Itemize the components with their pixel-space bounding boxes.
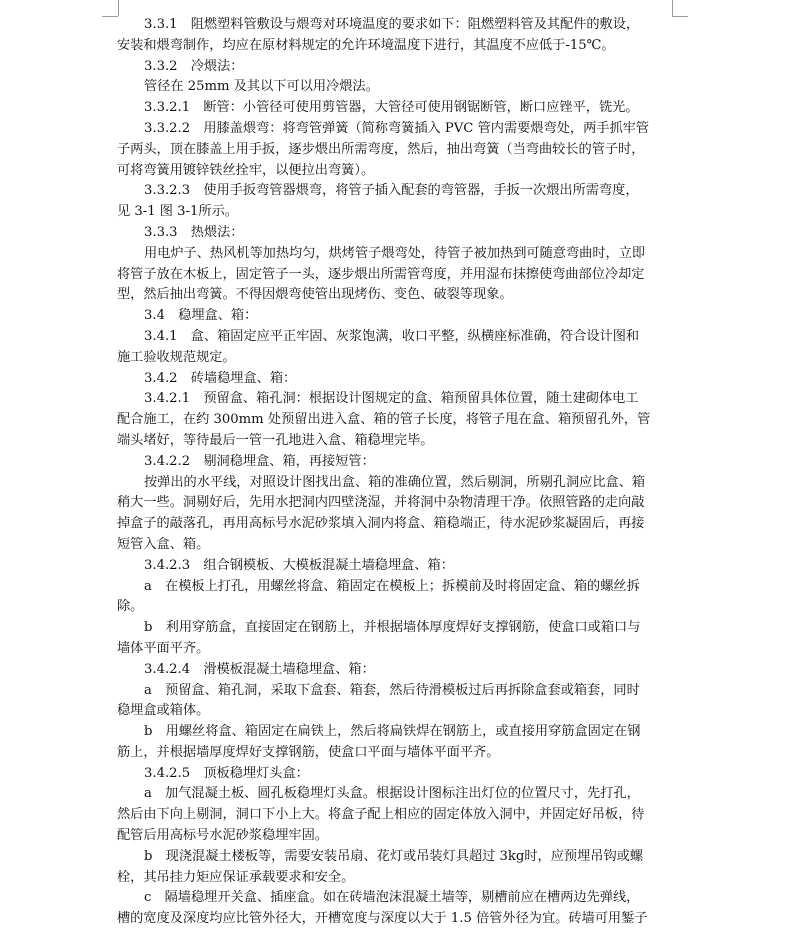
text-line: a 加气混凝土板、圆孔板稳埋灯头盒。根据设计图标注出灯位的位置尺寸，先打孔， <box>144 786 640 802</box>
text-line: 用电炉子、热风机等加热均匀，烘烤管子煨弯处，待管子被加热到可随意弯曲时，立即 <box>144 245 646 261</box>
text-line: 见 3-1 图 3-1所示。 <box>117 204 238 220</box>
text-line: 3.4.2.1 预留盒、箱孔洞：根据设计图规定的盒、箱预留具体位置，随土建砌体电工 <box>144 391 639 407</box>
text-line: 3.4.2.2 剔洞稳埋盒、箱，再接短管： <box>144 453 375 469</box>
text-line: 3.3.2.3 使用手扳弯管器煨弯，将管子插入配套的弯管器，手扳一次煨出所需弯度， <box>144 183 639 199</box>
text-line: 型，然后抽出弯簧。不得因煨弯使管出现烤伤、变色、破裂等现象。 <box>117 287 513 303</box>
text-line: 3.3.1 阻燃塑料管敷设与煨弯对环境温度的要求如下：阻燃塑料管及其配件的敷设， <box>144 17 640 32</box>
text-line: 配合施工，在约 300mm 处预留出进入盒、箱的管子长度，将管子甩在盒、箱预留孔外，管 <box>117 412 651 428</box>
text-line: 然后由下向上剔洞，洞口下小上大。将盒子配上相应的固定体放入洞中，并固定好吊板，待 <box>117 807 645 823</box>
text-line: 筋上，并根据墙厚度焊好支撑钢筋，使盒口平面与墙体平面平齐。 <box>117 744 500 760</box>
text-line: 3.4 稳埋盒、箱： <box>144 308 258 324</box>
right-margin-crop-mark <box>672 0 673 16</box>
text-line: 3.3.2.2 用膝盖煨弯：将弯管弹簧（简称弯簧插入 PVC 管内需要煨弯处，两手抓牢管 <box>144 120 650 136</box>
left-margin-crop-mark-horizontal <box>102 16 118 17</box>
text-line: 3.4.1 盒、箱固定应平正牢固、灰浆饱满，收口平整，纵横座标准确，符合设计图和 <box>144 328 640 344</box>
text-line: 3.4.2.5 顶板稳埋灯头盒： <box>144 765 309 781</box>
text-line: 掉盒子的敲落孔，再用高标号水泥砂浆填入洞内将盒、箱稳端正，待水泥砂浆凝固后，再接 <box>117 516 645 532</box>
text-line: 3.4.2 砖墙稳埋盒、箱： <box>144 370 297 386</box>
text-line: c 隔墙稳埋开关盒、插座盒。如在砖墙泡沫混凝土墙等，剔槽前应在槽两边先弹线， <box>144 890 640 906</box>
text-line: b 用螺丝将盒、箱固定在扁铁上，然后将扁铁焊在钢筋上，或直接用穿筋盒固定在钢 <box>144 724 641 740</box>
left-margin-crop-mark <box>118 0 119 16</box>
text-line: a 预留盒、箱孔洞，采取下盒套、箱套，然后待滑模板过后再拆除盒套或箱套，同时 <box>144 682 640 698</box>
text-line: 配管后用高标号水泥砂浆稳埋牢固。 <box>117 828 328 844</box>
text-line: 稍大一些。洞剔好后，先用水把洞内四壁浇湿，并将洞中杂物清理干净。依照管路的走向敲 <box>117 495 645 511</box>
text-line: 3.4.2.4 滑模板混凝土墙稳埋盒、箱： <box>144 661 375 677</box>
text-line: 除。 <box>117 599 144 615</box>
text-line: 3.4.2.3 组合钢模板、大模板混凝土墙稳埋盒、箱： <box>144 557 454 573</box>
text-line: 安装和煨弯制作，均应在原材料规定的允许环境温度下进行，其温度不应低于-15℃。 <box>117 37 615 53</box>
text-line: 墙体平面平齐。 <box>117 640 210 656</box>
document-body <box>117 15 673 930</box>
text-line: a 在模板上打孔，用螺丝将盒、箱固定在模板上；拆模前及时将固定盒、箱的螺丝拆 <box>144 578 640 594</box>
text-line: b 利用穿筋盒，直接固定在钢筋上，并根据墙体厚度焊好支撑钢筋，使盒口或箱口与 <box>144 620 641 636</box>
text-line: 施工验收规范规定。 <box>117 349 236 365</box>
text-line: 端头堵好，等待最后一管一孔地进入盒、箱稳埋完毕。 <box>117 432 434 448</box>
text-line: b 现浇混凝土楼板等，需要安装吊扇、花灯或吊装灯具超过 3kg时，应预埋吊钩或螺 <box>144 848 644 864</box>
right-margin-crop-mark-horizontal <box>672 16 688 17</box>
text-line: 3.3.3 热煨法： <box>144 224 244 240</box>
text-line: 槽的宽度及深度均应比管外径大，开槽宽度与深度以大于 1.5 倍管外径为宜。砖墙可用錾子 <box>117 911 648 927</box>
text-line: 短管入盒、箱。 <box>117 536 210 552</box>
text-line: 稳埋盒或箱体。 <box>117 703 210 719</box>
text-line: 3.3.2.1 断管：小管径可使用剪管器，大管径可使用钢锯断管，断口应锉平，铣光。 <box>144 100 639 116</box>
text-line: 可将弯簧用镀锌铁丝拴牢，以便拉出弯簧）。 <box>117 162 375 178</box>
text-line: 按弹出的水平线，对照设计图找出盒、箱的准确位置，然后剔洞，所剔孔洞应比盒、箱 <box>144 474 646 490</box>
text-line: 栓，其吊挂力矩应保证承载要求和安全。 <box>117 869 355 885</box>
text-line: 子两头，顶在膝盖上用手扳，逐步煨出所需弯度，然后，抽出弯簧（当弯曲较长的管子时， <box>117 141 645 157</box>
text-line: 3.3.2 冷煨法： <box>144 58 244 74</box>
text-line: 管径在 25mm 及其以下可以用冷煨法。 <box>144 79 379 95</box>
text-line: 将管子放在木板上，固定管子一头，逐步煨出所需管弯度，并用湿布抹擦使弯曲部位冷却定 <box>117 266 645 282</box>
